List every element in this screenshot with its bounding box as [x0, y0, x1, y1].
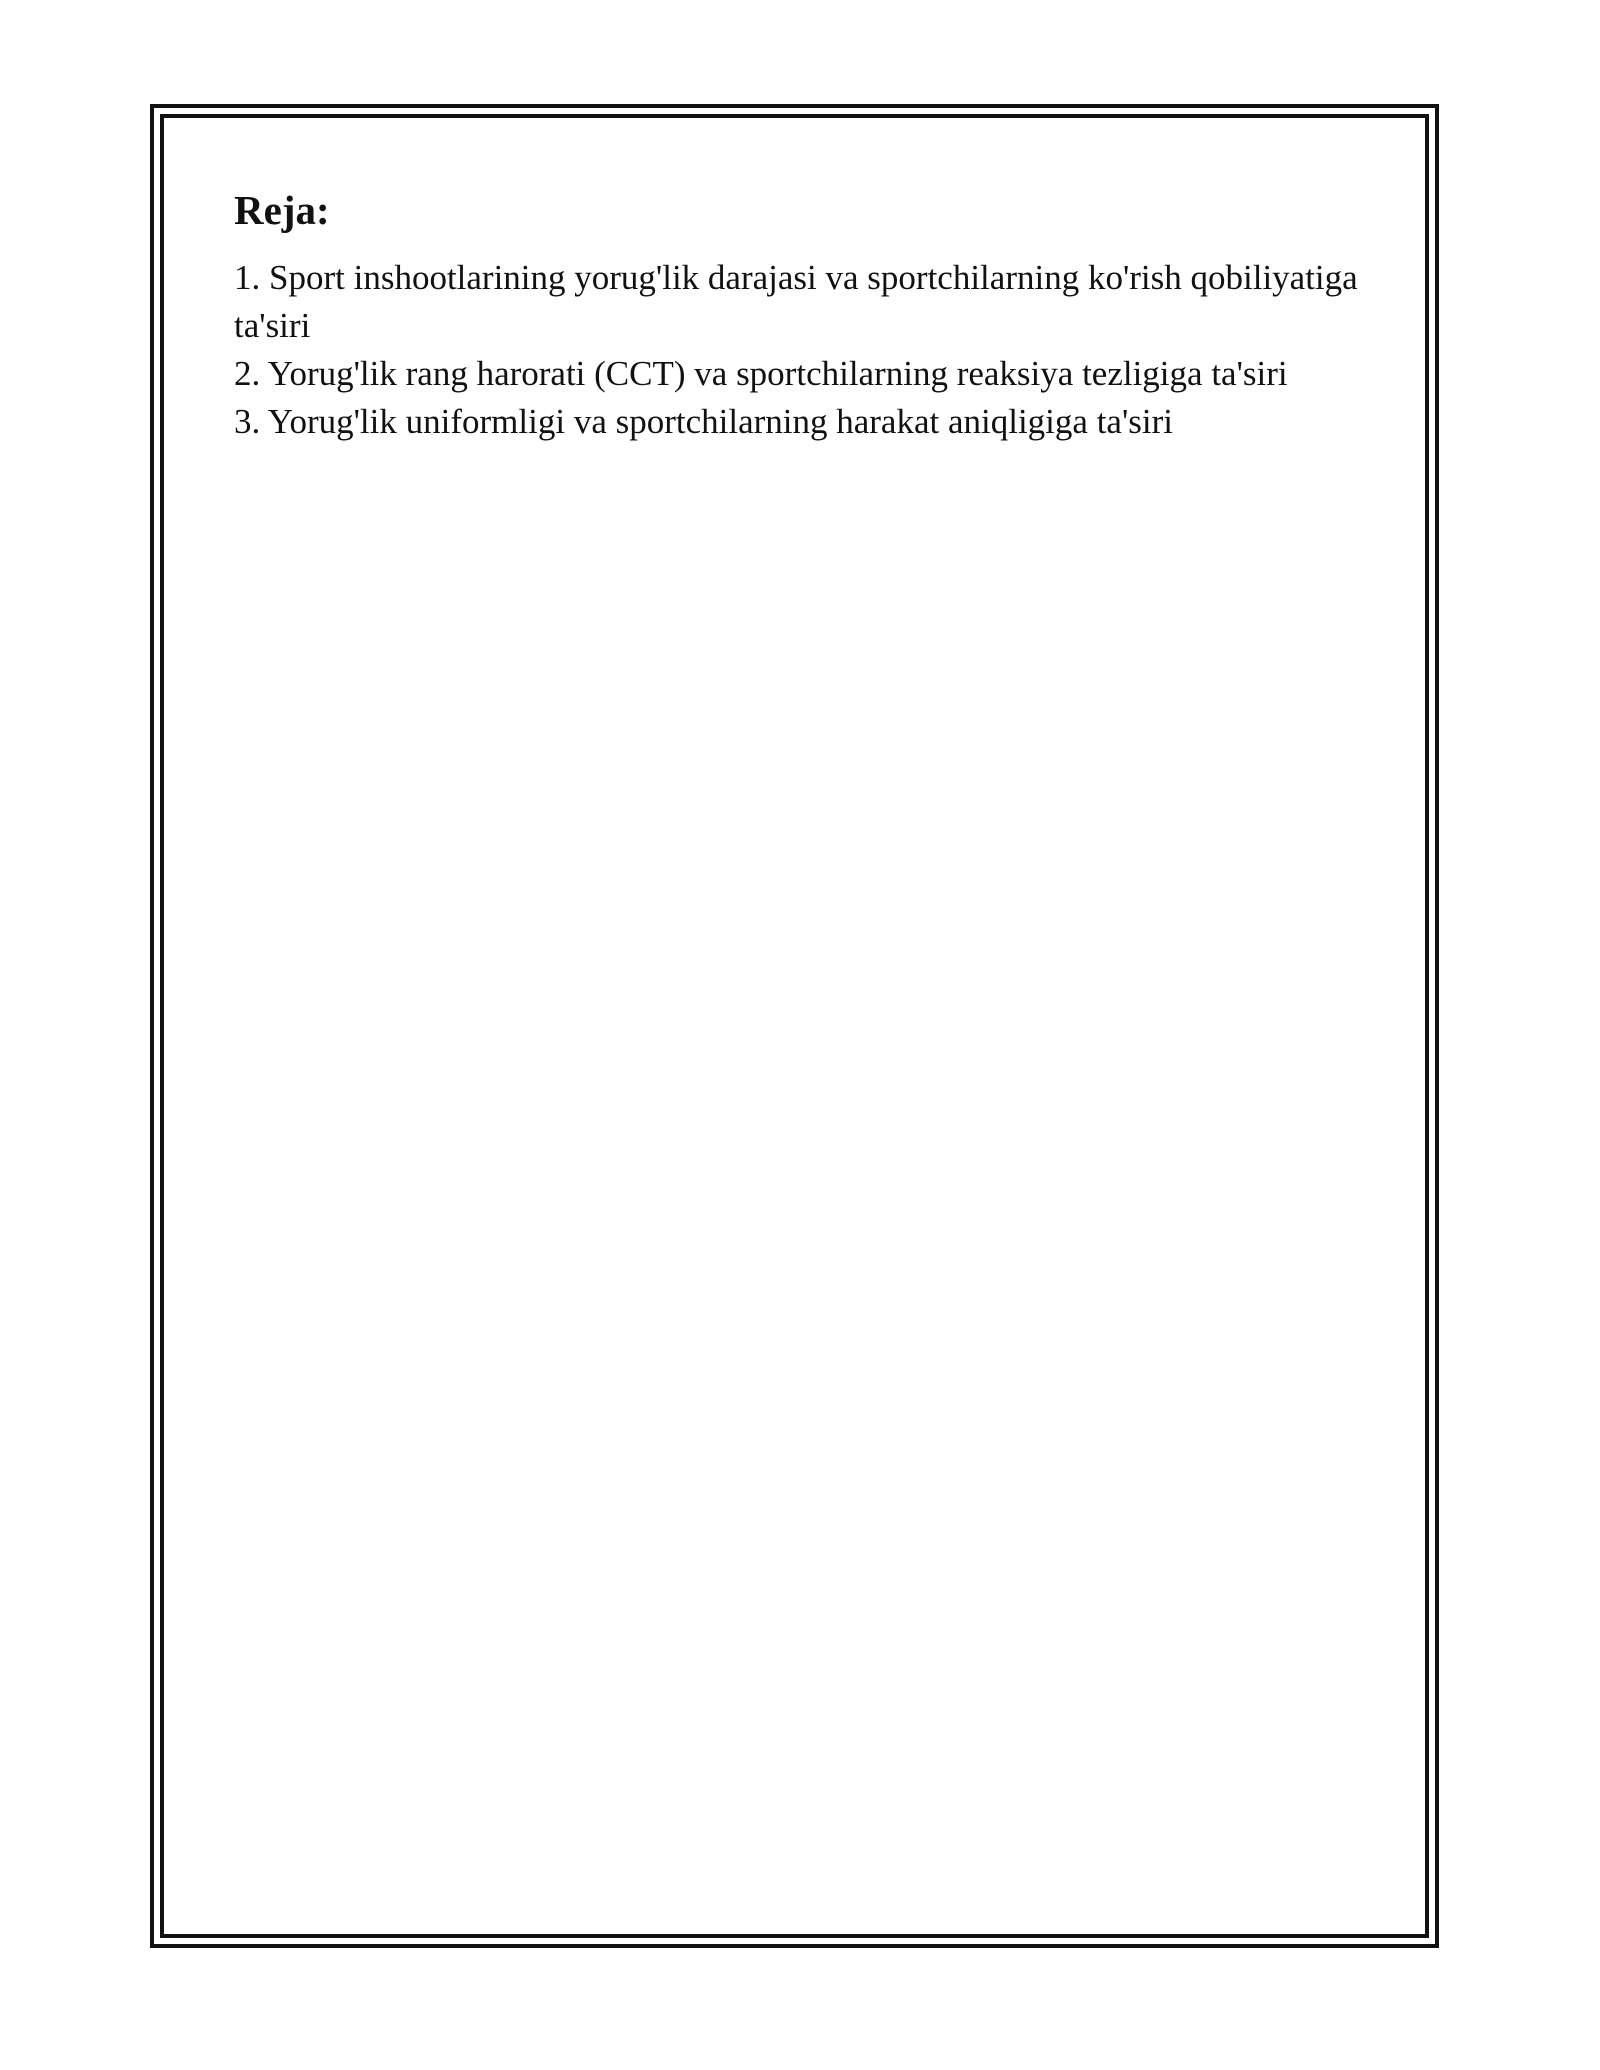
plan-list: [234, 254, 1384, 446]
plan-item-1: 1. Sport inshootlarining yorug'lik darajasi va sportchilarning ko'rish qobiliyatiga ta'siri: [234, 258, 1358, 345]
plan-item-2: 2. Yorug'lik rang harorati (CCT) va sportchilarning reaksiya tezligiga ta'siri: [234, 354, 1288, 393]
plan-item-3: 3. Yorug'lik uniformligi va sportchilarning harakat aniqligiga ta'siri: [234, 402, 1173, 441]
document-content: [234, 186, 1384, 446]
plan-heading: Reja:: [234, 187, 330, 233]
